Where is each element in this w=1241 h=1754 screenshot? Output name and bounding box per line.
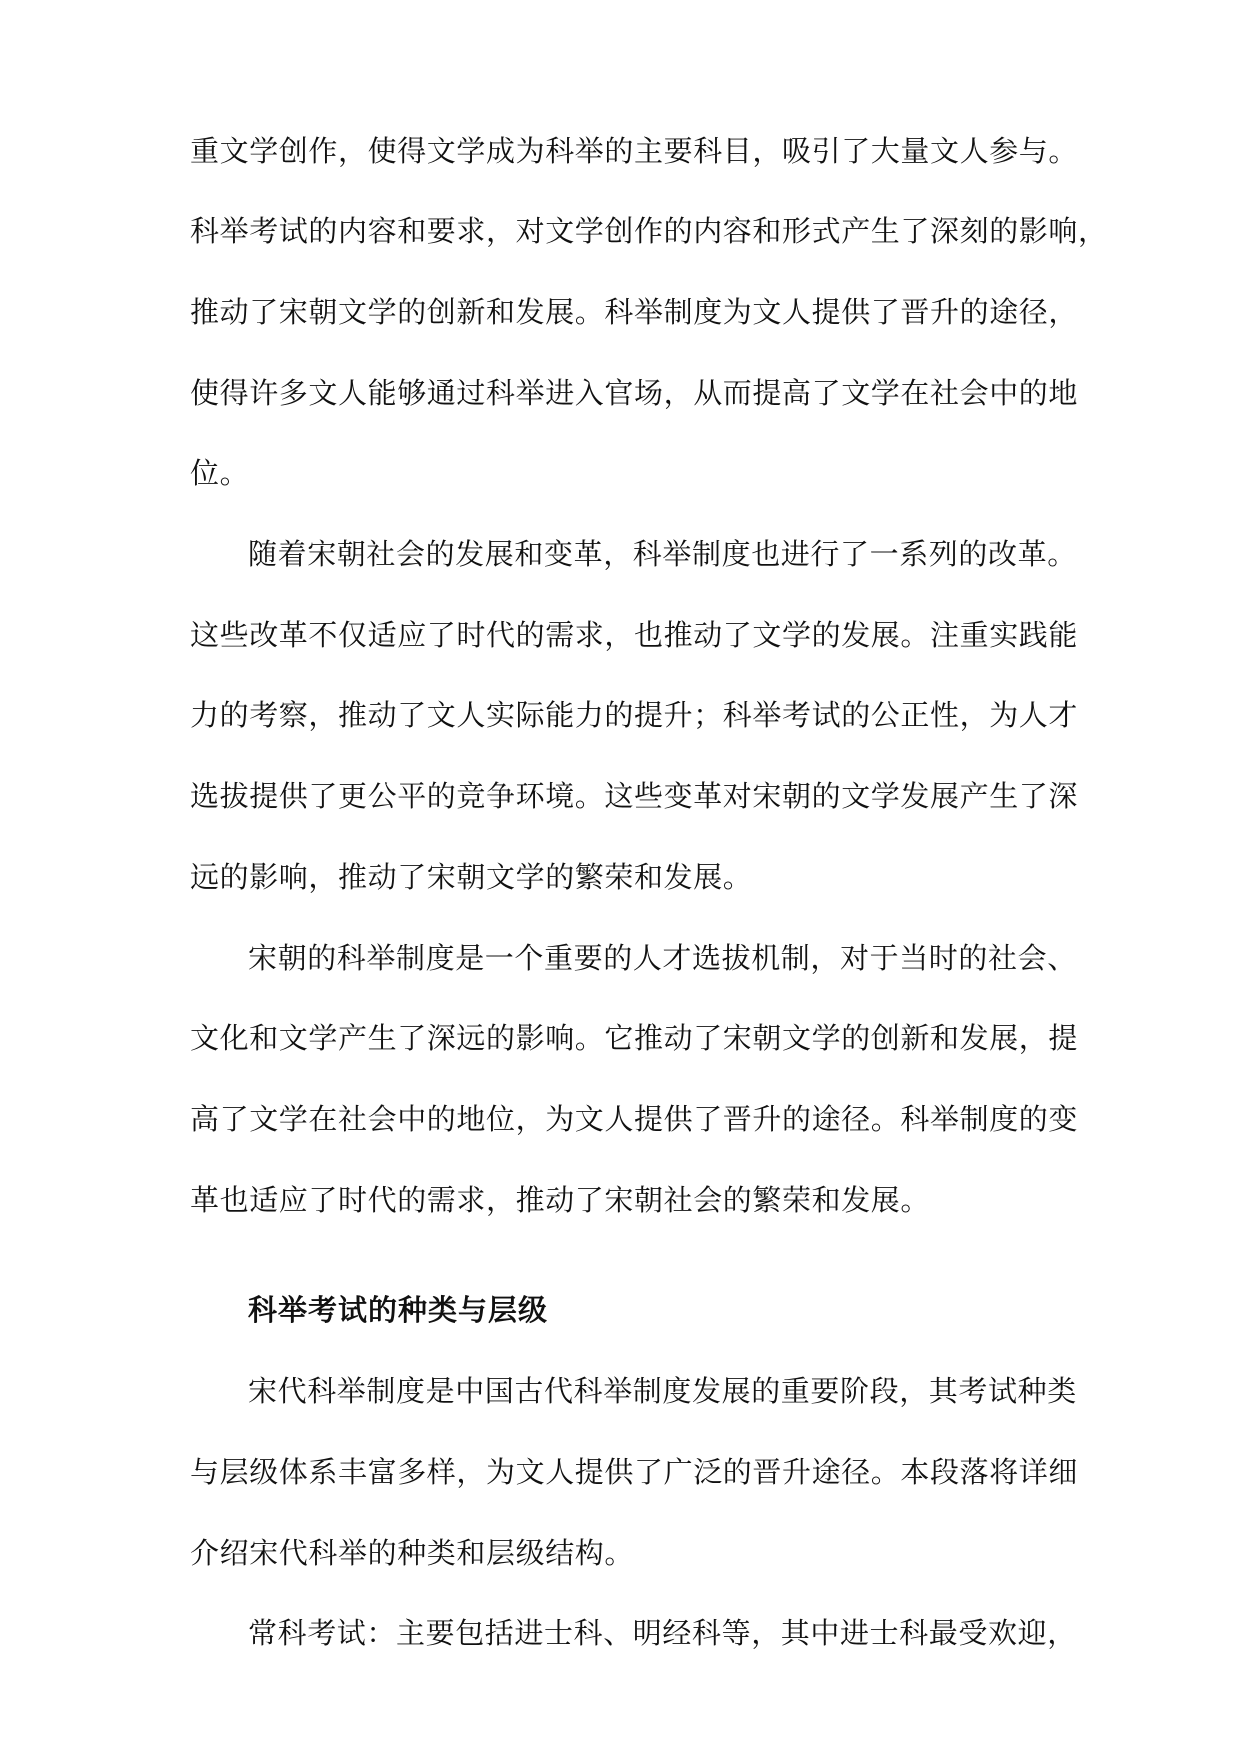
paragraph-3-line-1: 宋朝的科举制度是一个重要的人才选拔机制，对于当时的社会、 [248,941,1077,975]
section-paragraph-1-line-3: 介绍宋代科举的种类和层级结构。 [190,1536,635,1570]
paragraph-2-line-4: 选拔提供了更公平的竞争环境。这些变革对宋朝的文学发展产生了深 [190,779,1079,813]
section-paragraph-1-line-2: 与层级体系丰富多样，为文人提供了广泛的晋升途径。本段落将详细 [190,1455,1079,1489]
paragraph-1-line-4: 使得许多文人能够通过科举进入官场，从而提高了文学在社会中的地 [190,376,1079,410]
paragraph-3-line-3: 高了文学在社会中的地位，为文人提供了晋升的途径。科举制度的变 [190,1102,1079,1136]
paragraph-2-line-5: 远的影响，推动了宋朝文学的繁荣和发展。 [190,860,753,894]
paragraph-2-line-3: 力的考察，推动了文人实际能力的提升；科举考试的公正性，为人才 [190,698,1079,732]
paragraph-1-line-5: 位。 [190,456,250,490]
paragraph-3-line-2: 文化和文学产生了深远的影响。它推动了宋朝文学的创新和发展，提 [190,1021,1079,1055]
paragraph-2-line-2: 这些改革不仅适应了时代的需求，也推动了文学的发展。注重实践能 [190,618,1079,652]
paragraph-3-line-4: 革也适应了时代的需求，推动了宋朝社会的繁荣和发展。 [190,1183,931,1217]
section-paragraph-2-line-1: 常科考试：主要包括进士科、明经科等，其中进士科最受欢迎， [248,1616,1077,1650]
section-paragraph-1-line-1: 宋代科举制度是中国古代科举制度发展的重要阶段，其考试种类 [248,1374,1077,1408]
paragraph-2-line-1: 随着宋朝社会的发展和变革，科举制度也进行了一系列的改革。 [248,537,1077,571]
paragraph-1-line-1: 重文学创作，使得文学成为科举的主要科目，吸引了大量文人参与。 [190,134,1079,168]
paragraph-1-line-3: 推动了宋朝文学的创新和发展。科举制度为文人提供了晋升的途径， [190,295,1079,329]
paragraph-1-line-2: 科举考试的内容和要求，对文学创作的内容和形式产生了深刻的影响， [190,214,1108,248]
section-heading: 科举考试的种类与层级 [248,1293,549,1327]
